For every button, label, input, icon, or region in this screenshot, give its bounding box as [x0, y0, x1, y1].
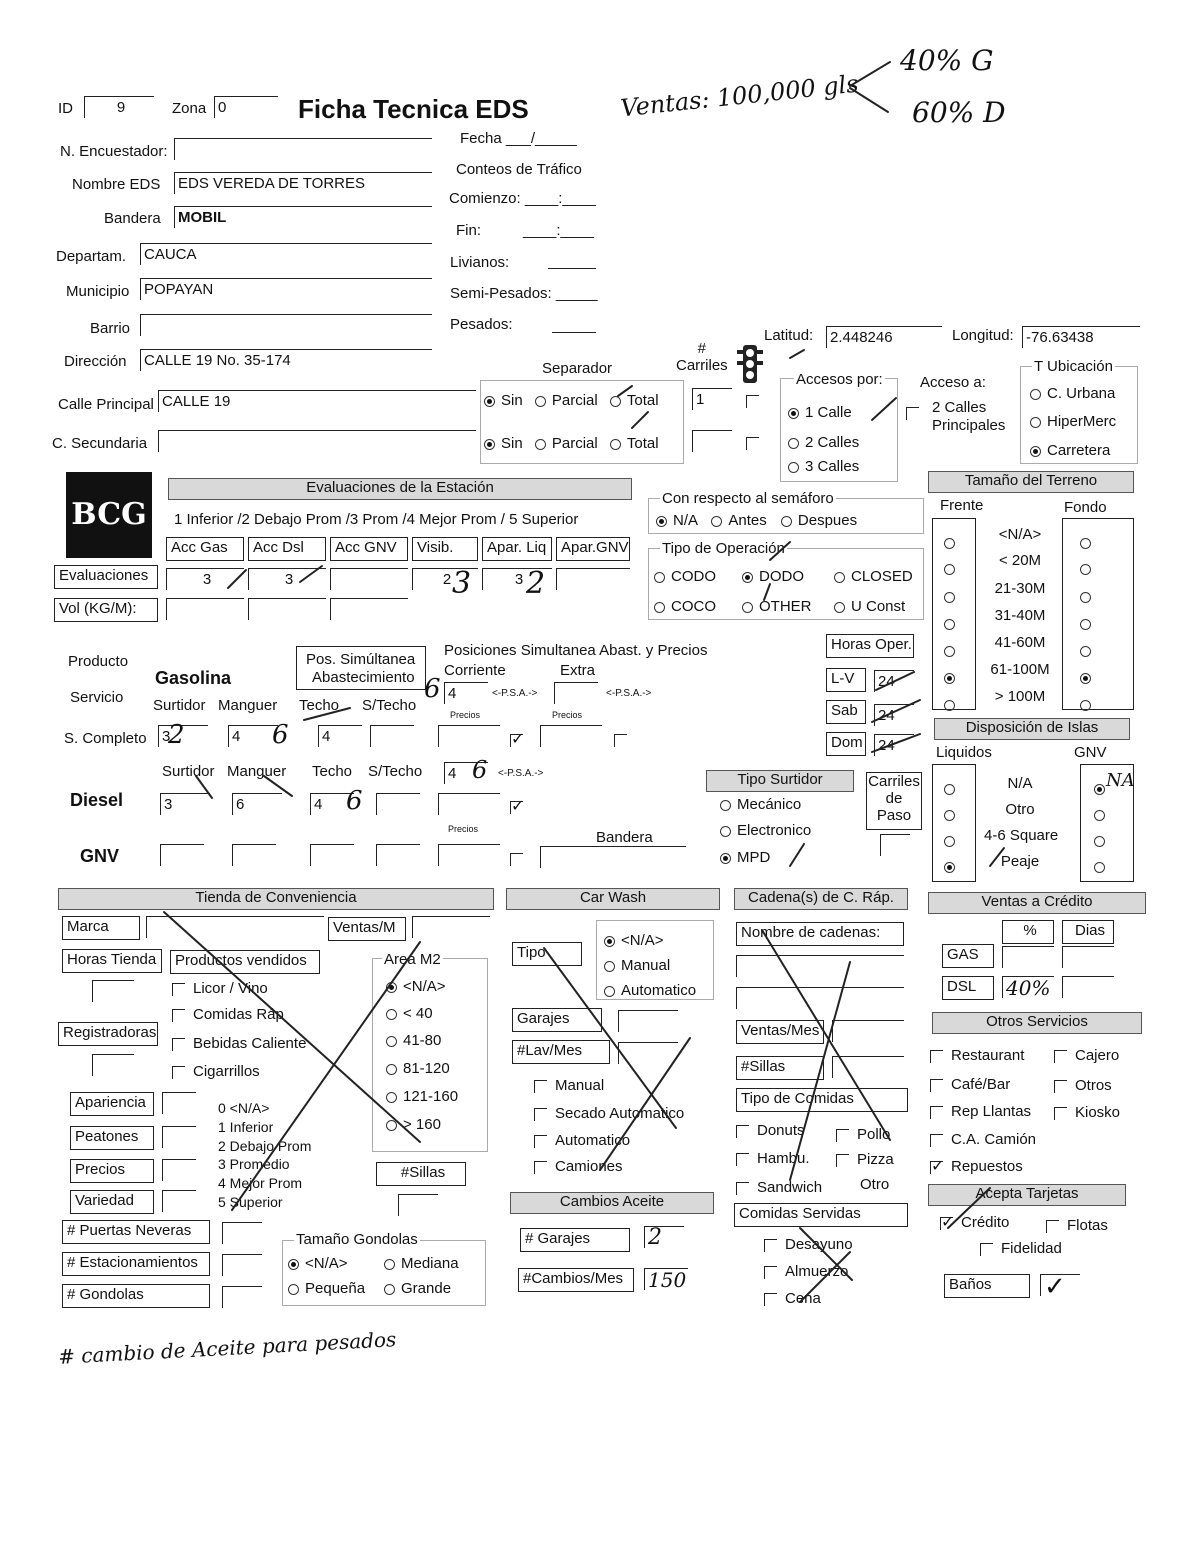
- sep2-sin-label: Sin: [501, 435, 523, 452]
- op-other[interactable]: OTHER: [742, 598, 812, 615]
- encuestador-label: N. Encuestador:: [60, 143, 168, 160]
- terreno-row-label: > 100M: [994, 688, 1046, 705]
- ubic-urbana[interactable]: C. Urbana: [1030, 385, 1115, 402]
- gondolas-label: # Gondolas: [62, 1284, 210, 1308]
- col-acc-gas: Acc Gas: [166, 537, 244, 561]
- ts-mpd[interactable]: MPD: [720, 849, 770, 866]
- credito-dias-label: Dias: [1062, 920, 1114, 944]
- islas-header: Disposición de Islas: [934, 718, 1130, 740]
- cw-item-auto[interactable]: Automatico: [534, 1132, 630, 1149]
- corriente-label: Corriente: [444, 662, 506, 679]
- cw-manual[interactable]: Manual: [604, 957, 670, 974]
- cad-sandwich[interactable]: Sandwich: [736, 1179, 822, 1196]
- peatones-label: Peatones: [70, 1126, 154, 1150]
- dsl-manguer-label: Manguer: [227, 763, 287, 780]
- dsl-psa-field[interactable]: 4: [444, 762, 488, 784]
- depto-label: Departam.: [56, 248, 127, 265]
- tienda-scale-item: 0 <N/A>: [218, 1100, 270, 1116]
- acceso-2calles-label: 2 Calles: [932, 399, 987, 416]
- calle-label: Calle Principal: [58, 396, 154, 413]
- terreno-row-label: 21-30M: [994, 580, 1046, 597]
- dsl-psa-hand: 6: [472, 756, 488, 784]
- area-title: Area M2: [384, 951, 441, 968]
- gas-techo-field[interactable]: 4: [318, 725, 362, 747]
- horas-lv-field[interactable]: 24: [874, 670, 914, 692]
- gas-manguer-field[interactable]: 4: [228, 725, 278, 747]
- depto-field[interactable]: CAUCA: [140, 243, 432, 265]
- gas-pos-hand: 6: [424, 674, 441, 704]
- direccion-field[interactable]: CALLE 19 No. 35-174: [140, 349, 432, 371]
- ubic-carretera[interactable]: Carretera: [1030, 442, 1110, 459]
- gas-manguer-label: Manguer: [218, 697, 278, 714]
- gasolina-label: Gasolina: [155, 668, 232, 688]
- precios-label: Precios: [70, 1159, 154, 1183]
- handwritten-diesel-pct: 60% D: [912, 96, 1006, 129]
- banos-label: Baños: [944, 1274, 1030, 1298]
- horas-dom-label: Dom: [826, 732, 866, 756]
- islas-row-label: 4-6 Square: [984, 827, 1059, 844]
- area-option[interactable]: 121-160: [386, 1088, 458, 1105]
- gnv-bandera-label: Bandera: [596, 829, 653, 846]
- tienda-horas-label: Horas Tienda: [62, 949, 162, 973]
- prod-bebidas[interactable]: Bebidas Caliente: [172, 1035, 306, 1052]
- islas-liq-label: Liquidos: [936, 744, 992, 761]
- nombre-field[interactable]: EDS VEREDA DE TORRES: [174, 172, 432, 194]
- dsl-surtidor-label: Surtidor: [162, 763, 215, 780]
- municipio-field[interactable]: POPAYAN: [140, 278, 432, 300]
- evaluaciones-header: Evaluaciones de la Estación: [168, 478, 632, 500]
- cad-desayuno[interactable]: Desayuno: [764, 1236, 853, 1253]
- tienda-marca-label: Marca: [62, 916, 140, 940]
- sep2-total-label: Total: [626, 435, 659, 452]
- secundaria-label: C. Secundaria: [52, 435, 148, 452]
- bandera-label: Bandera: [104, 210, 161, 227]
- area-option[interactable]: < 40: [386, 1005, 433, 1022]
- gond-na[interactable]: <N/A>: [288, 1255, 348, 1272]
- tipo-surtidor-header: Tipo Surtidor: [706, 770, 854, 792]
- zona-field[interactable]: 0: [214, 96, 278, 118]
- gond-grande[interactable]: Grande: [384, 1280, 451, 1297]
- carwash-header: Car Wash: [506, 888, 720, 910]
- tj-fidelidad[interactable]: Fidelidad: [980, 1240, 1062, 1257]
- op-coco[interactable]: COCO: [654, 598, 716, 615]
- eval-acc-gas[interactable]: 3: [166, 568, 244, 590]
- cadenas-nombre-label: Nombre de cadenas:: [736, 922, 904, 946]
- area-option[interactable]: <N/A>: [386, 978, 446, 995]
- cw-auto[interactable]: Automatico: [604, 982, 696, 999]
- prod-cigarrillos[interactable]: Cigarrillos: [172, 1063, 260, 1080]
- credito-pct-label: %: [1002, 920, 1054, 944]
- credito-dsl-pct[interactable]: 40%: [1002, 976, 1054, 998]
- eval-visib[interactable]: 2: [412, 568, 478, 590]
- cad-otro[interactable]: Otro: [860, 1176, 890, 1193]
- page-title: Ficha Tecnica EDS: [298, 94, 529, 124]
- gas-manguer-hand: 6: [272, 720, 289, 750]
- gas-stecho-label: S/Techo: [362, 697, 417, 714]
- gas-psa-label: <-P.S.A.->: [492, 688, 538, 699]
- col-apar-liq: Apar. Liq: [482, 537, 552, 561]
- os-repuestos[interactable]: ✓Repuestos: [930, 1158, 1023, 1175]
- eval-acc-dsl[interactable]: 3: [248, 568, 326, 590]
- comienzo-field[interactable]: Comienzo: ____:____: [449, 190, 596, 207]
- variedad-label: Variedad: [70, 1190, 154, 1214]
- extra-label: Extra: [560, 662, 596, 679]
- cad-pizza[interactable]: Pizza: [836, 1151, 894, 1168]
- calle-field[interactable]: CALLE 19: [158, 390, 476, 412]
- acceso-a-label: Acceso a:: [920, 374, 986, 391]
- cad-hambu[interactable]: Hambu.: [736, 1150, 810, 1167]
- footer-handwritten-note: # cambio de Aceite para pesados: [57, 1327, 397, 1369]
- terreno-row-label: <N/A>: [998, 526, 1042, 543]
- carwash-lav-label: #Lav/Mes: [512, 1040, 610, 1064]
- os-restaurant[interactable]: Restaurant: [930, 1047, 1024, 1064]
- area-option[interactable]: 41-80: [386, 1032, 441, 1049]
- col-acc-dsl: Acc Dsl: [248, 537, 326, 561]
- carriles-label: # Carriles: [676, 340, 728, 374]
- estac-label: # Estacionamientos: [62, 1252, 210, 1276]
- tienda-scale-item: 5 Superior: [218, 1194, 283, 1210]
- tarjetas-header: Acepta Tarjetas: [928, 1184, 1126, 1206]
- extra-psa-label: <-P.S.A.->: [606, 688, 652, 699]
- ts-mecanico[interactable]: Mecánico: [720, 796, 801, 813]
- tienda-scale-item: 4 Mejor Prom: [218, 1175, 303, 1191]
- pos-sim-label: Pos. Simúltanea: [306, 651, 416, 668]
- ts-electronico[interactable]: Electronico: [720, 822, 811, 839]
- carwash-tipo-label: Tipo: [512, 942, 582, 966]
- cad-almuerzo[interactable]: Almuerzo: [764, 1263, 848, 1280]
- servicio-label: Servicio: [70, 689, 124, 706]
- livianos-label: Livianos:: [450, 254, 510, 271]
- col-acc-gnv: Acc GNV: [330, 537, 408, 561]
- os-cafe[interactable]: Café/Bar: [930, 1076, 1010, 1093]
- acceso-3calles[interactable]: 3 Calles: [788, 458, 859, 475]
- dsl-manguer-field[interactable]: 6: [232, 793, 282, 815]
- lon-field[interactable]: -76.63438: [1022, 326, 1140, 348]
- horas-sab-field[interactable]: 24: [874, 704, 914, 726]
- os-otros[interactable]: Otros: [1054, 1077, 1112, 1094]
- islas-na-hand: NA: [1106, 770, 1135, 791]
- cad-cena[interactable]: Cena: [764, 1290, 821, 1307]
- barrio-label: Barrio: [90, 320, 131, 337]
- op-closed[interactable]: CLOSED: [834, 568, 913, 585]
- tienda-scale-item: 2 Debajo Prom: [218, 1138, 312, 1154]
- gas-psa-field[interactable]: 4: [444, 682, 488, 704]
- puertas-label: # Puertas Neveras: [62, 1220, 210, 1244]
- prod-comidas[interactable]: Comidas Ráp: [172, 1006, 284, 1023]
- terreno-row-label: < 20M: [998, 552, 1042, 569]
- cw-na[interactable]: <N/A>: [604, 932, 664, 949]
- handwritten-gas-pct: 40% G: [900, 44, 994, 77]
- banos-check[interactable]: ✓: [1040, 1274, 1080, 1296]
- acceso-principales-label: Principales: [932, 417, 1006, 434]
- pos-prec-label: Posiciones Simultanea Abast. y Precios: [444, 642, 708, 659]
- dsl-techo-label: Techo: [312, 763, 353, 780]
- islas-row-label: N/A: [1007, 775, 1033, 792]
- terreno-row-label: 61-100M: [990, 661, 1050, 678]
- credito-header: Ventas a Crédito: [928, 892, 1146, 914]
- terreno-row-label: 31-40M: [994, 607, 1046, 624]
- acceso-1calle[interactable]: 1 Calle: [788, 404, 852, 421]
- credito-dsl-label: DSL: [942, 976, 994, 1000]
- separador-label: Separador: [542, 360, 613, 377]
- op-dodo[interactable]: DODO: [742, 568, 804, 585]
- municipio-label: Municipio: [66, 283, 130, 300]
- dsl-psa-label: <-P.S.A.->: [498, 768, 544, 779]
- lat-label: Latitud:: [764, 327, 814, 344]
- tienda-sillas-label: #Sillas: [376, 1162, 466, 1186]
- gond-pequena[interactable]: Pequeña: [288, 1280, 365, 1297]
- nombre-label: Nombre EDS: [72, 176, 161, 193]
- evaluaciones-scale: 1 Inferior /2 Debajo Prom /3 Prom /4 Mejor Prom / 5 Superior: [174, 511, 579, 528]
- cadenas-servidas-label: Comidas Servidas: [734, 1203, 908, 1227]
- cad-pollo[interactable]: Pollo: [836, 1126, 890, 1143]
- accesos-title: Accesos por:: [796, 371, 883, 388]
- col-visib: Visib.: [412, 537, 478, 561]
- cw-item-manual[interactable]: Manual: [534, 1077, 604, 1094]
- tienda-ventas-label: Ventas/M: [328, 917, 406, 941]
- aceite-header: Cambios Aceite: [510, 1192, 714, 1214]
- cadenas-tipo-label: Tipo de Comidas: [736, 1088, 908, 1112]
- carriles-paso-label: Carriles de Paso: [866, 772, 922, 830]
- horas-dom-field[interactable]: 24: [874, 734, 914, 756]
- sep1-sin-label: Sin: [501, 392, 523, 409]
- os-kiosko[interactable]: Kiosko: [1054, 1104, 1120, 1121]
- cad-donuts[interactable]: Donuts: [736, 1122, 805, 1139]
- id-field[interactable]: 9: [84, 96, 154, 118]
- dsl-surtidor-field[interactable]: 3: [160, 793, 210, 815]
- scompleto-label: S. Completo: [64, 730, 147, 747]
- col-apar-gnv: Apar.GNV: [556, 537, 630, 561]
- handwritten-sales-note: Ventas: 100,000 gls: [619, 69, 860, 123]
- op-codo[interactable]: CODO: [654, 568, 716, 585]
- dsl-techo-field[interactable]: 4: [310, 793, 354, 815]
- apariencia-label: Apariencia: [70, 1092, 154, 1116]
- zona-label: Zona: [172, 100, 207, 117]
- diesel-label: Diesel: [70, 790, 124, 810]
- sep2-parcial-label: Parcial: [551, 435, 598, 452]
- evaluaciones-label: Evaluaciones: [54, 565, 158, 589]
- lat-field[interactable]: 2.448246: [826, 326, 942, 348]
- aceite-cambios-field[interactable]: 150: [644, 1268, 688, 1290]
- aceite-garajes-label: # Garajes: [520, 1228, 630, 1252]
- dsl-precios-label: Precios: [448, 824, 479, 834]
- acceso-2calles[interactable]: 2 Calles: [788, 434, 859, 451]
- semaforo-options[interactable]: N/A Antes Despues: [656, 512, 857, 529]
- operacion-title: Tipo de Operación: [662, 540, 785, 557]
- tienda-scale-item: 3 Promedio: [218, 1156, 290, 1172]
- os-camion[interactable]: C.A. Camión: [930, 1131, 1036, 1148]
- op-uconst[interactable]: U Const: [834, 598, 905, 615]
- gas-precios-label: Precios: [450, 710, 481, 720]
- extra-precios-label: Precios: [552, 710, 583, 720]
- cadenas-ventas-label: Ventas/Mes: [736, 1020, 824, 1044]
- tienda-productos-label: Productos vendidos: [170, 950, 320, 974]
- area-option[interactable]: 81-120: [386, 1060, 450, 1077]
- ubic-hiper[interactable]: HiperMerc: [1030, 413, 1116, 430]
- gas-surtidor-label: Surtidor: [153, 697, 206, 714]
- carriles1-field[interactable]: 1: [692, 388, 732, 410]
- eval-apar-liq-hand: 2: [526, 566, 546, 601]
- vol-label: Vol (KG/M):: [54, 598, 158, 622]
- horas-lv-label: L-V: [826, 668, 866, 692]
- tam-gond-title: Tamaño Gondolas: [296, 1231, 418, 1248]
- bcg-logo: BCG: [66, 472, 152, 558]
- bandera-field[interactable]: MOBIL: [174, 206, 432, 228]
- terreno-header: Tamaño del Terreno: [928, 471, 1134, 493]
- os-cajero[interactable]: Cajero: [1054, 1047, 1119, 1064]
- fondo-label: Fondo: [1064, 499, 1107, 516]
- otros-header: Otros Servicios: [932, 1012, 1142, 1034]
- islas-gnv-label: GNV: [1074, 744, 1107, 761]
- horas-sab-label: Sab: [826, 700, 866, 724]
- semaforo-title: Con respecto al semáforo: [662, 490, 834, 507]
- os-llantas[interactable]: Rep Llantas: [930, 1103, 1031, 1120]
- eval-visib-hand: 3: [452, 566, 472, 601]
- credito-gas-label: GAS: [942, 944, 994, 968]
- registradoras-label: Registradoras: [58, 1022, 158, 1046]
- id-label: ID: [58, 100, 73, 117]
- producto-label: Producto: [68, 653, 129, 670]
- carwash-garajes-label: Garajes: [512, 1008, 602, 1032]
- conteos-label: Conteos de Tráfico: [456, 161, 582, 178]
- cadenas-header: Cadena(s) de C. Ráp.: [734, 888, 908, 910]
- direccion-label: Dirección: [64, 353, 127, 370]
- frente-label: Frente: [940, 497, 984, 514]
- gas-surtidor-field[interactable]: 3: [158, 725, 208, 747]
- sep1-total-label: Total: [626, 392, 659, 409]
- tj-flotas[interactable]: Flotas: [1046, 1217, 1108, 1234]
- islas-row-label: Otro: [1005, 801, 1035, 818]
- terreno-row-label: 41-60M: [994, 634, 1046, 651]
- ubicacion-title: T Ubicación: [1034, 358, 1113, 375]
- tienda-scale-item: 1 Inferior: [218, 1119, 274, 1135]
- aceite-garajes-field[interactable]: 2: [644, 1226, 684, 1248]
- cw-item-secado[interactable]: Secado Automatico: [534, 1105, 684, 1122]
- semi-field[interactable]: Semi-Pesados: _____: [450, 285, 598, 302]
- sep1-parcial-label: Parcial: [551, 392, 598, 409]
- gas-techo-label: Techo: [299, 697, 340, 714]
- horas-header: Horas Oper.: [826, 634, 914, 658]
- dsl-techo-hand: 6: [346, 786, 363, 816]
- gnv-label: GNV: [80, 846, 120, 866]
- cadenas-sillas-label: #Sillas: [736, 1056, 824, 1080]
- aceite-cambios-label: #Cambios/Mes: [518, 1268, 634, 1292]
- lon-label: Longitud:: [952, 327, 1014, 344]
- gas-surtidor-hand: 2: [168, 720, 185, 750]
- area-option[interactable]: > 160: [386, 1116, 441, 1133]
- gond-mediana[interactable]: Mediana: [384, 1255, 459, 1272]
- abast-label: Abastecimiento: [312, 669, 415, 686]
- fin-field[interactable]: ____:____: [523, 222, 594, 239]
- pesados-label: Pesados:: [450, 316, 513, 333]
- fin-label: Fin:: [456, 222, 482, 239]
- tienda-header: Tienda de Conveniencia: [58, 888, 494, 910]
- islas-row-label: Peaje: [1000, 853, 1040, 870]
- prod-licor[interactable]: Licor / Vino: [172, 980, 268, 997]
- fecha-field[interactable]: Fecha ___/_____: [460, 130, 577, 147]
- dsl-stecho-label: S/Techo: [368, 763, 423, 780]
- eval-apar-liq[interactable]: 3: [482, 568, 552, 590]
- tj-credito[interactable]: ✓Crédito: [940, 1214, 1009, 1231]
- cw-item-camiones[interactable]: Camiones: [534, 1158, 623, 1175]
